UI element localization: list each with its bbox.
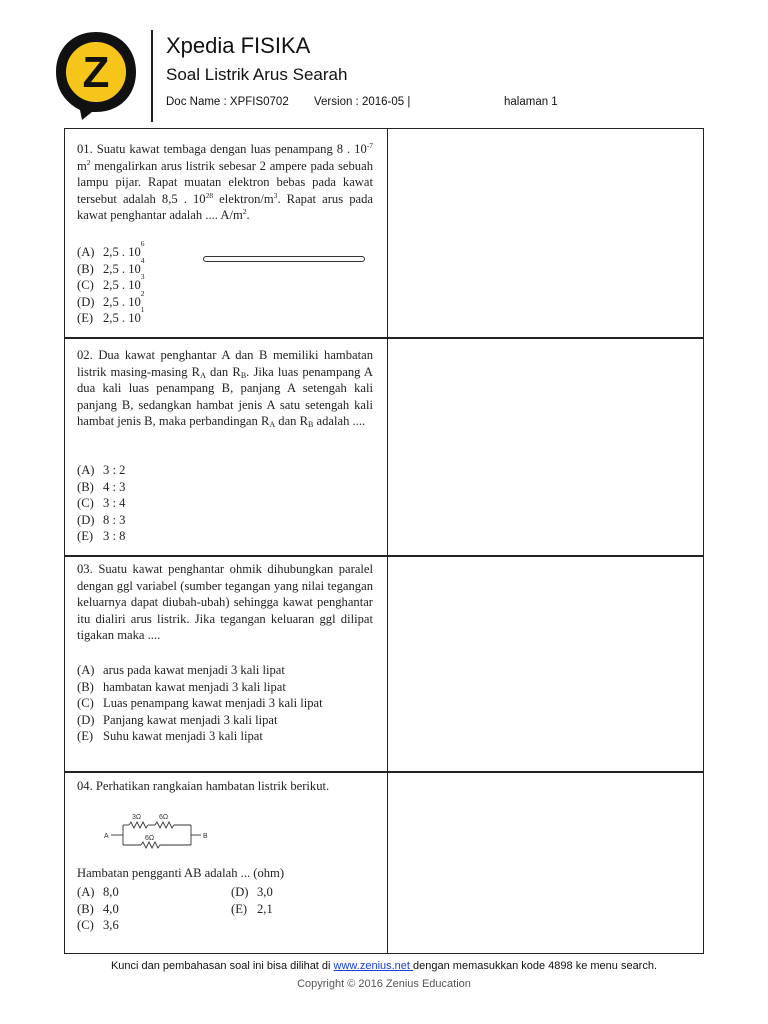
question-2-text: 02. Dua kawat penghantar A dan B memiliki hambatan listrik masing-masing $R_A$ dan $R_B$. Jika luas penampang A dua kali luas penampang B, panjang A setengah kali panjang B, sedangkan hambat jenis A satu setengah kali hambat jenis B, maka perbandingan $R_A$ dan $R_B$ adalah ....: [77, 348, 374, 430]
doc-subtitle: Soal Listrik Arus Searah: [166, 65, 348, 84]
resistor-label: 6Ω: [145, 835, 155, 842]
resistor-label: 3Ω: [132, 814, 142, 821]
question-3-options: [77, 662, 373, 745]
option: (E) 2,5 . 10 1: [77, 305, 145, 326]
circuit-diagram: [103, 813, 213, 857]
question-number: 04.: [77, 779, 93, 793]
option: (D) Panjang kawat menjadi 3 kali lipat: [77, 712, 278, 727]
header-divider: [151, 30, 153, 122]
option: (D) 3,0: [231, 885, 273, 899]
question-1-text: 01. Suatu kawat tembaga dengan luas penampang 8 . $10^{-7}$ $m^2$ mengalirkan arus listrik sebesar 2 ampere pada sebuah lampu pijar. Rapat muatan elektron bebas pada kawat tersebut adalah 8,5 . $10^{28}$ elektron/$m^3$. Rapat arus pada kawat penghantar adalah .... $A/m^2$.: [77, 141, 373, 223]
option: (B) 4 : 3: [77, 479, 126, 494]
option: (B) 4,0: [77, 901, 119, 916]
question-number: 03.: [77, 562, 93, 576]
option: (B) hambatan kawat menjadi 3 kali lipat: [77, 679, 286, 694]
question-4-prompt: Hambatan pengganti AB adalah ... (ohm): [77, 866, 285, 880]
page-number: halaman 1: [504, 96, 558, 108]
option: (E) 3 : 8: [77, 529, 126, 544]
question-4-options-right: [231, 884, 273, 917]
option: (B) 2,5 . 10 4: [77, 255, 145, 276]
question-4-text: 04. Perhatikan rangkaian hambatan listrik berikut.: [77, 779, 330, 793]
row-divider: [65, 771, 703, 773]
question-4-options-left: [77, 884, 119, 934]
question-3-text: 03. Suatu kawat penghantar ohmik dihubungkan paralel dengan ggl variabel (sumber tegangan yang nilai tegangan keluarnya dapat diubah-ubah) sehingga kawat penghantar itu dialiri arus listrik. Jika tegangan keluaran ggl dilipat tigakan maka ....: [77, 562, 373, 643]
option: (D) 8 : 3: [77, 512, 126, 527]
doc-title: Xpedia FISIKA: [166, 33, 311, 58]
node-a-label: A: [104, 833, 109, 840]
option: (E) 2,1: [231, 901, 273, 916]
node-b-label: B: [203, 833, 208, 840]
option: (A) 3 : 2: [77, 463, 126, 477]
question-number: 02.: [77, 348, 93, 362]
option: (D) 2,5 . 10 2: [77, 288, 145, 309]
question-number: 01.: [77, 142, 93, 156]
option: (E) Suhu kawat menjadi 3 kali lipat: [77, 729, 263, 744]
option: (C) 2,5 . 10 3: [77, 272, 145, 293]
answer-column: [387, 129, 703, 953]
question-1-options: [77, 239, 145, 327]
option: (C) 3 : 4: [77, 496, 126, 511]
resistor-label: 6Ω: [159, 814, 169, 821]
row-divider: [65, 555, 703, 557]
logo-letter: Z: [82, 48, 110, 97]
footer-note: Kunci dan pembahasan soal ini bisa dilihat di www.zenius.net dengan memasukkan kode 4898 ke menu search.: [110, 960, 658, 972]
option: (A) arus pada kawat menjadi 3 kali lipat: [77, 663, 285, 677]
doc-version: Version : 2016-05 |: [314, 96, 411, 108]
option: (C) Luas penampang kawat menjadi 3 kali lipat: [77, 696, 323, 711]
wire-illustration: [203, 256, 365, 262]
doc-name: Doc Name : XPFIS0702: [166, 96, 289, 108]
question-grid: [64, 128, 704, 954]
row-divider: [65, 337, 703, 339]
option: (C) 3,6: [77, 918, 119, 933]
zenius-logo: [52, 30, 140, 122]
option: (A) 2,5 . 10 6: [77, 239, 145, 259]
option: (A) 8,0: [77, 885, 119, 899]
question-2-options: [77, 462, 125, 545]
copyright: Copyright © 2016 Zenius Education: [297, 978, 471, 990]
zenius-link[interactable]: www.zenius.net: [333, 960, 414, 972]
